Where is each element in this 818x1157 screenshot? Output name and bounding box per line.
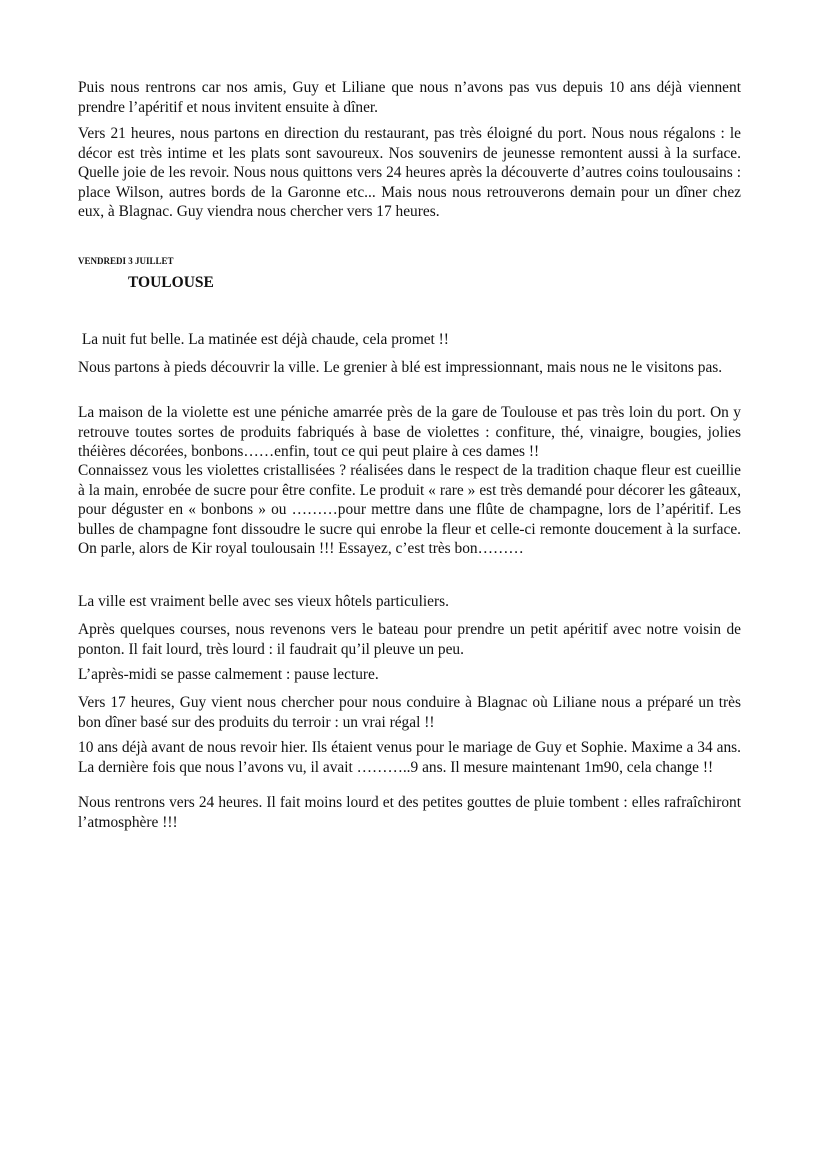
paragraph: L’après-midi se passe calmement : pause lecture. xyxy=(78,666,379,683)
paragraph: Nous rentrons vers 24 heures. Il fait moins lourd et des petites gouttes de pluie tombent : elles rafraîchiront l’atmosphère !!! xyxy=(78,794,741,831)
paragraph: La maison de la violette est une péniche amarrée près de la gare de Toulouse et pas très loin du port. On y retrouve toutes sortes de produits fabriqués à base de violettes : confiture, thé, vinaigre, bougies, jolies théières décorées, bonbons……enfin, tout ce qui peut plaire à ces dames !! xyxy=(78,404,741,461)
paragraph: 10 ans déjà avant de nous revoir hier. Ils étaient venus pour le mariage de Guy et Sophie. Maxime a 34 ans. La dernière fois que nous l’avons vu, il avait ………..9 ans. Il mesure maintenant 1m90, cela change !! xyxy=(78,739,741,776)
paragraph: Vers 17 heures, Guy vient nous chercher pour nous conduire à Blagnac où Liliane nous a préparé un très bon dîner basé sur des produits du terroir : un vrai régal !! xyxy=(78,694,741,731)
paragraph: La nuit fut belle. La matinée est déjà chaude, cela promet !! xyxy=(78,331,449,348)
paragraph: Après quelques courses, nous revenons vers le bateau pour prendre un petit apéritif avec notre voisin de ponton. Il fait lourd, très lourd : il faudrait qu’il pleuve un peu. xyxy=(78,621,741,658)
paragraph: La ville est vraiment belle avec ses vieux hôtels particuliers. xyxy=(78,593,449,610)
paragraph: Nous partons à pieds découvrir la ville. Le grenier à blé est impressionnant, mais nous ne le visitons pas. xyxy=(78,359,723,376)
paragraph: Puis nous rentrons car nos amis, Guy et Liliane que nous n’avons pas vus depuis 10 ans déjà viennent prendre l’apéritif et nous invitent ensuite à dîner. xyxy=(78,79,741,116)
paragraph: Vers 21 heures, nous partons en direction du restaurant, pas très éloigné du port. Nous nous régalons : le décor est très intime et les plats sont savoureux. Nos souvenirs de jeunesse remontent aussi à la surface. Quelle joie de les revoir. Nous nous quittons vers 24 heures après la découverte d’autres coins toulousains : place Wilson, autres bords de la Garonne etc... Mais nous nous retrouverons demain pour un dîner chez eux, à Blagnac. Guy viendra nous chercher vers 17 heures. xyxy=(78,125,741,221)
paragraph: Connaissez vous les violettes cristallisées ? réalisées dans le respect de la tradition chaque fleur est cueillie à la main, enrobée de sucre pour être confite. Le produit « rare » est très demandé pour décorer les gâteaux, pour déguster en « bonbons » ou ………pour mettre dans une flûte de champagne, lors de l’apéritif. Les bulles de champagne font dissoudre le sucre qui enrobe la fleur et celle-ci remonte doucement à la surface. On parle, alors de Kir royal toulousain !!! Essayez, c’est très bon……… xyxy=(78,462,741,558)
date-heading: VENDREDI 3 JUILLET xyxy=(78,256,174,266)
place-heading: TOULOUSE xyxy=(128,274,214,291)
